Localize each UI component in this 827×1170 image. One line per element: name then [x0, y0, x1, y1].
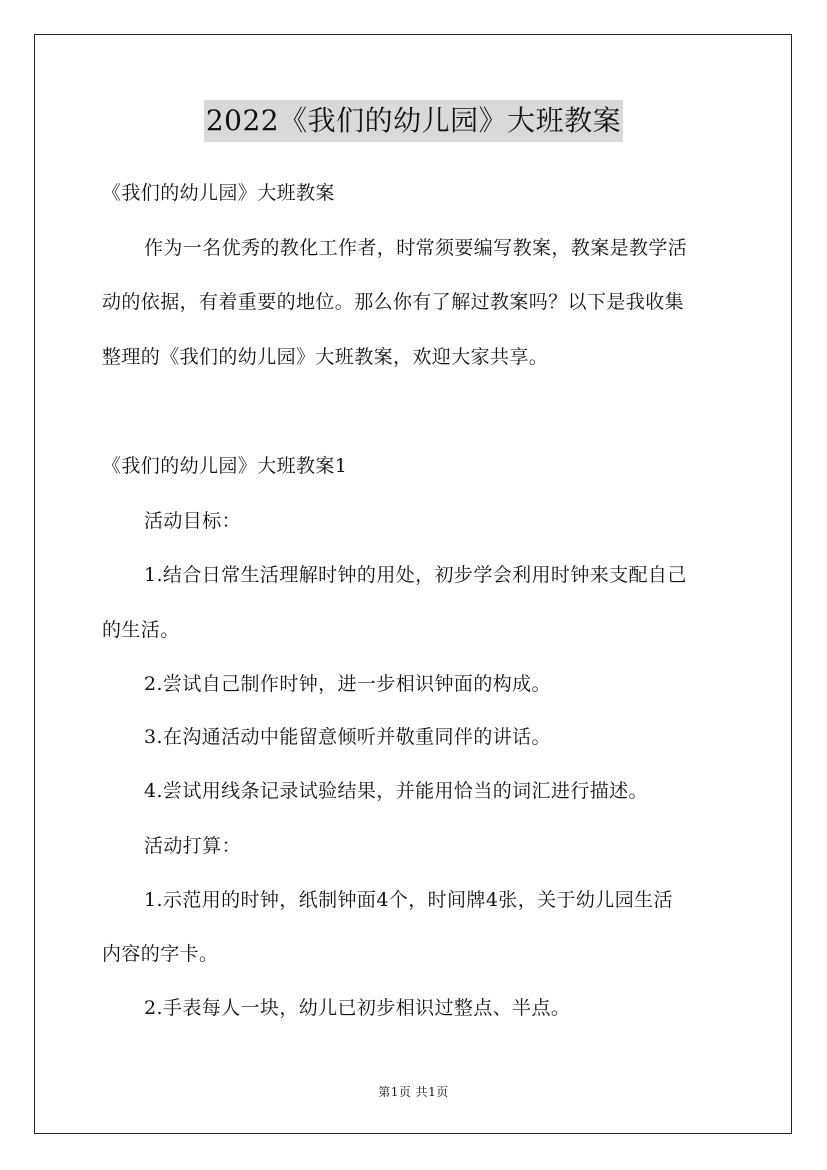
document-title: 2022《我们的幼儿园》大班教案 [204, 100, 623, 142]
intro-line-2: 动的依据，有着重要的地位。那么你有了解过教案吗？以下是我收集 [102, 291, 685, 313]
goal-1-line-2: 的生活。 [102, 619, 180, 641]
prep-label: 活动打算： [144, 835, 242, 857]
goal-1-line-1: 1.结合日常生活理解时钟的用处，初步学会利用时钟来支配自己 [144, 564, 687, 586]
intro-line-3: 整理的《我们的幼儿园》大班教案，欢迎大家共享。 [102, 346, 549, 368]
intro-line-1: 作为一名优秀的教化工作者，时常须要编写教案，教案是教学活 [144, 237, 688, 259]
goal-4: 4.尝试用线条记录试验结果，并能用恰当的词汇进行描述。 [144, 780, 648, 802]
goal-2: 2.尝试自己制作时钟，进一步相识钟面的构成。 [144, 673, 551, 695]
prep-1-line-1: 1.示范用的时钟，纸制钟面4个，时间牌4张，关于幼儿园生活 [144, 889, 673, 911]
title-wrap [0, 100, 827, 142]
section-heading: 《我们的幼儿园》大班教案1 [102, 455, 348, 477]
prep-1-line-2: 内容的字卡。 [102, 943, 219, 965]
document-subtitle: 《我们的幼儿园》大班教案 [102, 182, 335, 204]
prep-2: 2.手表每人一块，幼儿已初步相识过整点、半点。 [144, 997, 571, 1019]
goals-label: 活动目标： [144, 510, 242, 532]
page-footer: 第1页 共1页 [378, 1085, 449, 1099]
goal-3: 3.在沟通活动中能留意倾听并敬重同伴的讲话。 [144, 726, 551, 748]
